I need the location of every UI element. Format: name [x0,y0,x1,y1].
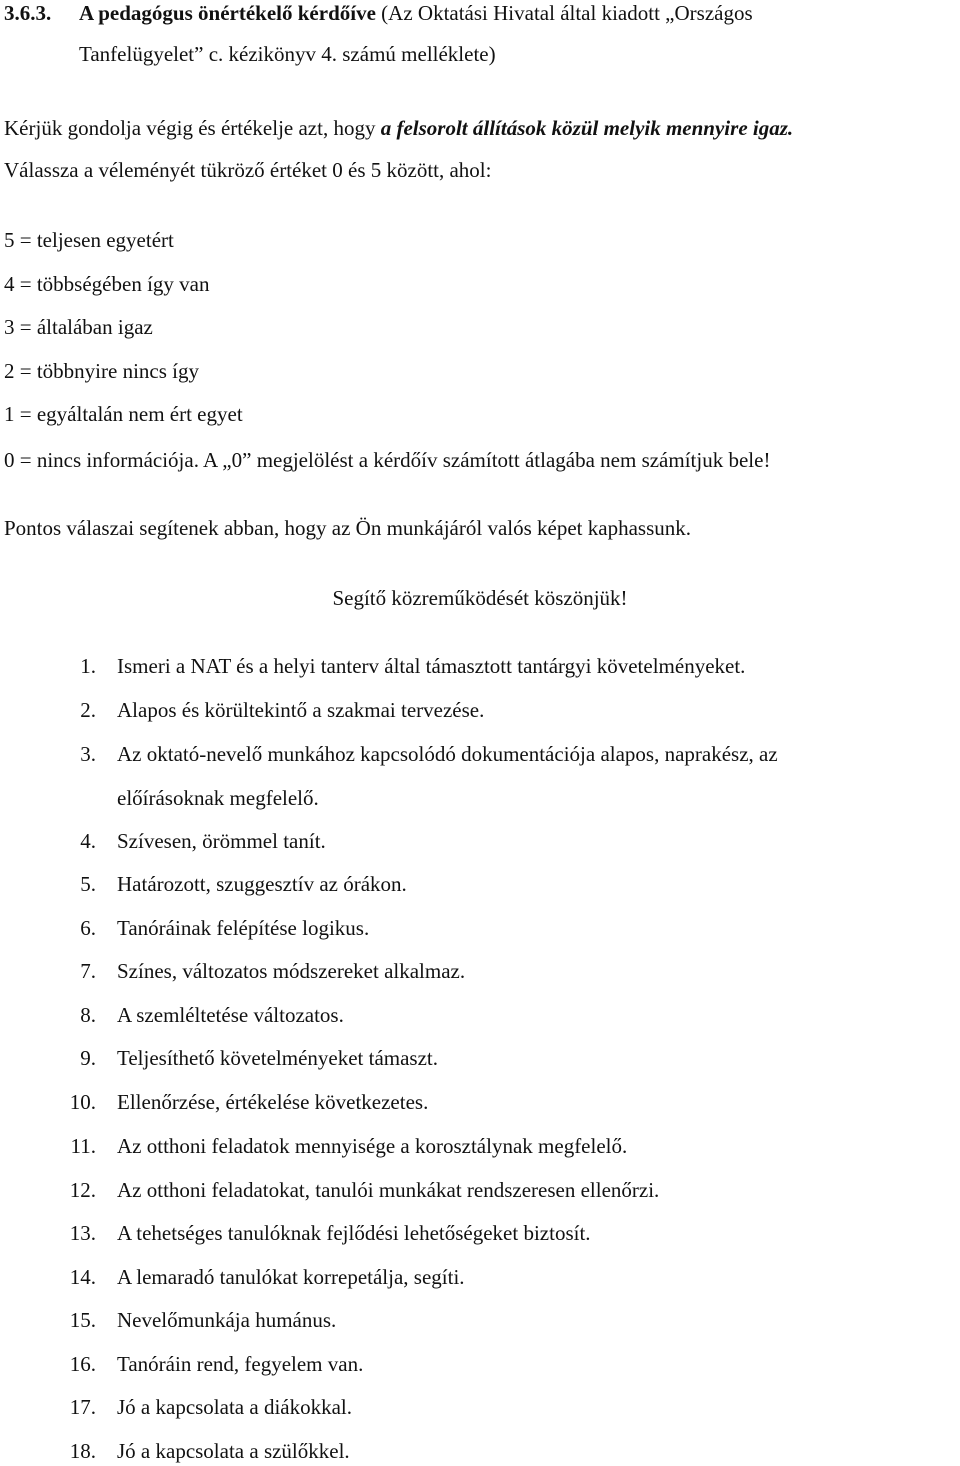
item-number: 5. [80,872,96,896]
item-number: 10. [69,1090,96,1114]
scale-item: 4 = többségében így van [4,272,210,296]
section-title-source: (Az Oktatási Hivatal által kiadott „Országos [375,1,753,25]
scale-item: 5 = teljesen egyetért [4,228,174,252]
item-text: Alapos és körültekintő a szakmai tervezése. [117,698,485,722]
intro-plain: Kérjük gondolja végig és értékelje azt, hogy [4,116,381,140]
item-text: Az otthoni feladatokat, tanulói munkákat rendszeresen ellenőrzi. [117,1178,660,1202]
item-number: 4. [80,829,96,853]
item-text: Az oktató-nevelő munkához kapcsolódó dokumentációja alapos, naprakész, az [117,742,778,766]
item-text: A szemléltetése változatos. [117,1003,344,1027]
item-text: A tehetséges tanulóknak fejlődési lehetőségeket biztosít. [117,1221,591,1245]
scale-item: 3 = általában igaz [4,315,153,339]
item-number: 3. [80,742,96,766]
section-title [79,0,753,26]
item-number: 18. [69,1439,96,1463]
item-text: Teljesíthető követelményeket támaszt. [117,1046,438,1070]
item-number: 15. [69,1308,96,1332]
item-text: Jó a kapcsolata a szülőkkel. [117,1439,350,1463]
item-number: 2. [80,698,96,722]
item-number: 8. [80,1003,96,1027]
item-text: Nevelőmunkája humánus. [117,1308,337,1332]
item-text: Határozott, szuggesztív az órákon. [117,872,407,896]
intro-line-1 [4,115,793,141]
section-number: 3.6.3. [4,1,52,25]
scale-item: 2 = többnyire nincs így [4,359,199,383]
item-text-continuation: előírásoknak megfelelő. [117,786,319,810]
item-text: Az otthoni feladatok mennyisége a korosztálynak megfelelő. [117,1134,628,1158]
item-number: 7. [80,959,96,983]
item-number: 16. [69,1352,96,1376]
item-number: 6. [80,916,96,940]
intro-line-2: Válassza a véleményét tükröző értéket 0 és 5 között, ahol: [4,158,492,182]
item-text: Tanóráin rend, fegyelem van. [117,1352,364,1376]
item-number: 11. [70,1134,96,1158]
item-number: 12. [69,1178,96,1202]
item-text: Ellenőrzése, értékelése következetes. [117,1090,429,1114]
item-number: 14. [69,1265,96,1289]
item-text: Ismeri a NAT és a helyi tanterv által támasztott tantárgyi követelményeket. [117,654,746,678]
section-title-bold: A pedagógus önértékelő kérdőíve [79,1,376,25]
item-number: 9. [80,1046,96,1070]
item-text: Tanóráinak felépítése logikus. [117,916,370,940]
item-text: Szívesen, örömmel tanít. [117,829,326,853]
instruction-note: Pontos válaszai segítenek abban, hogy az Ön munkájáról valós képet kaphassunk. [4,516,691,540]
item-number: 13. [69,1221,96,1245]
scale-item: 1 = egyáltalán nem ért egyet [4,402,243,426]
section-title-continuation: Tanfelügyelet” c. kézikönyv 4. számú melléklete) [79,42,496,66]
item-number: 1. [80,654,96,678]
scale-item: 0 = nincs információja. A „0” megjelölést a kérdőív számított átlagába nem számítjuk bele! [4,448,771,472]
thanks-line: Segítő közreműködését köszönjük! [332,586,628,610]
item-number: 17. [69,1395,96,1419]
intro-emphasis: a felsorolt állítások közül melyik mennyire igaz. [380,116,794,140]
item-text: A lemaradó tanulókat korrepetálja, segíti. [117,1265,465,1289]
item-text: Jó a kapcsolata a diákokkal. [117,1395,352,1419]
item-text: Színes, változatos módszereket alkalmaz. [117,959,466,983]
